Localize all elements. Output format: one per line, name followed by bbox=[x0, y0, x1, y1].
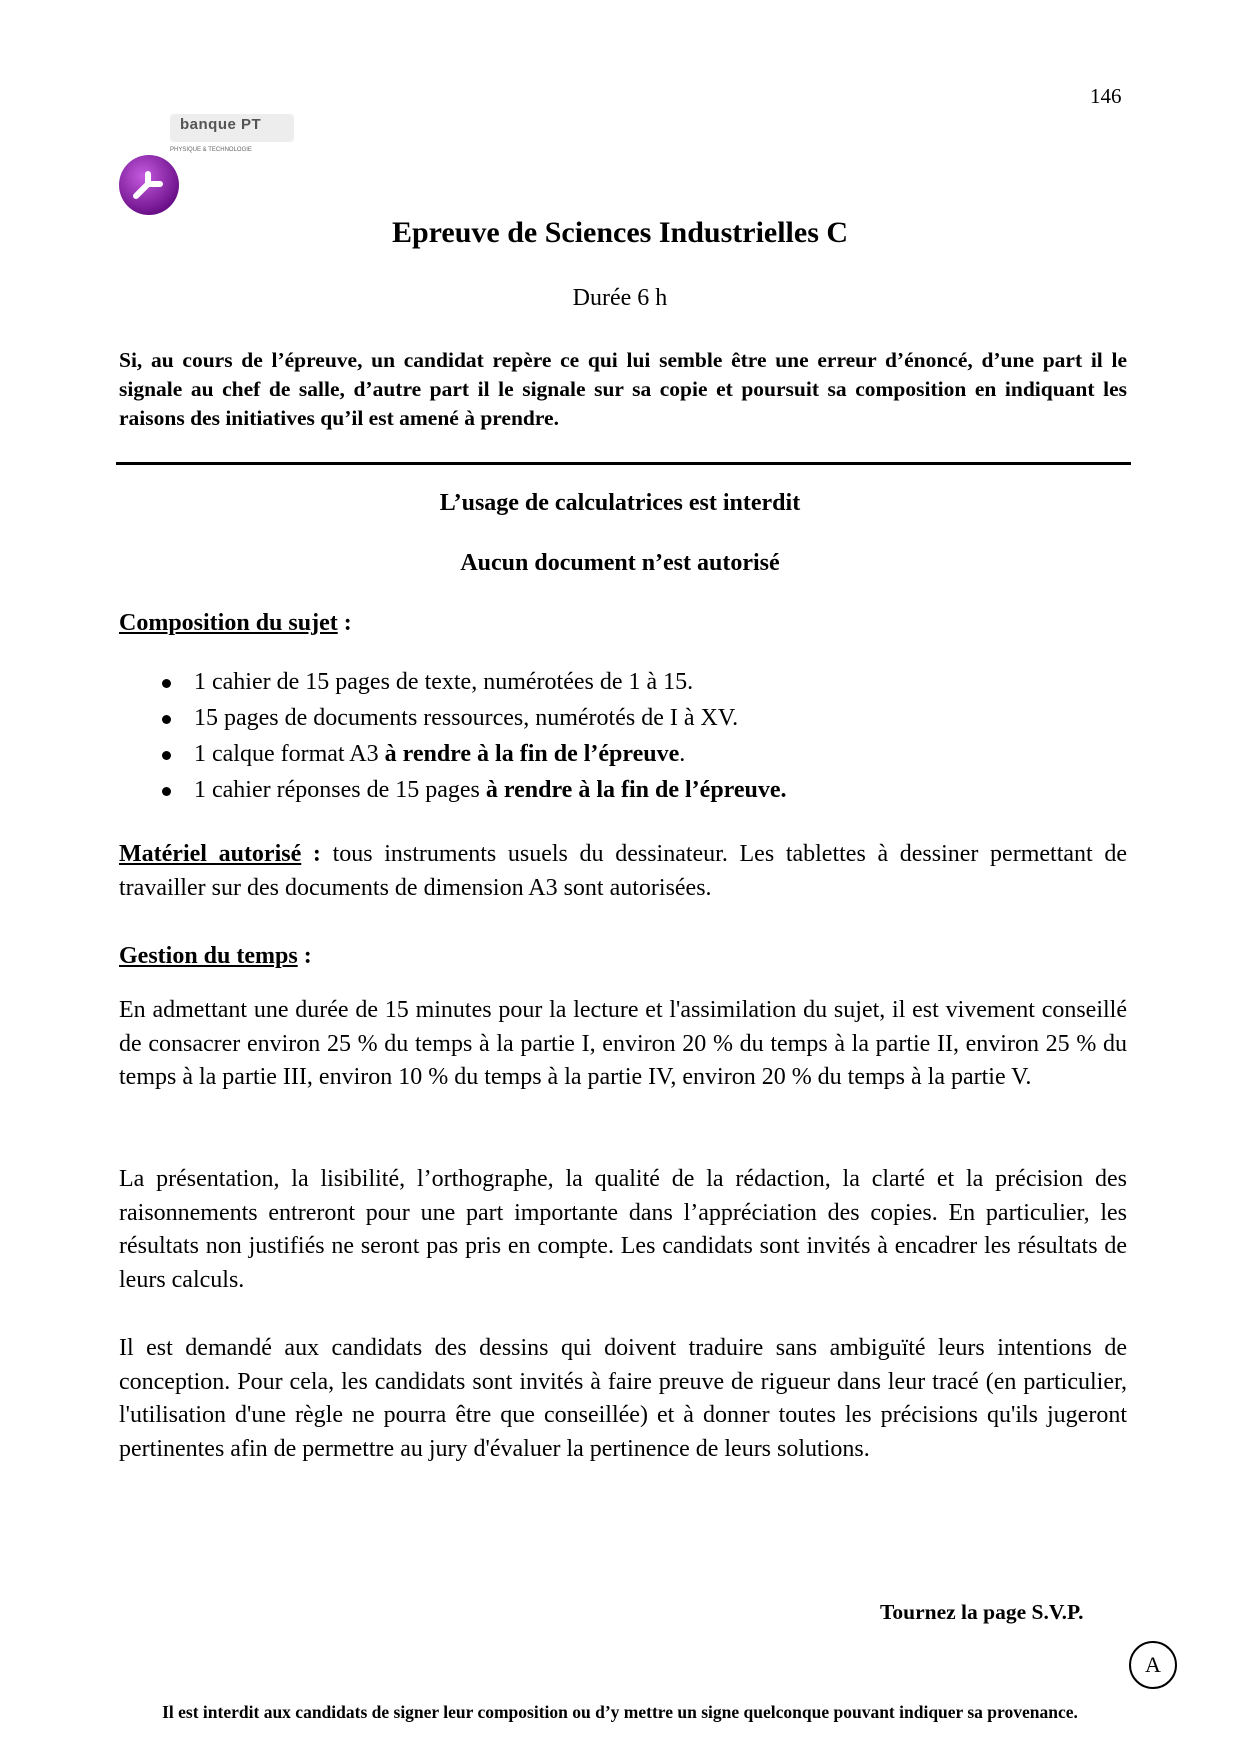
variant-badge: A bbox=[1129, 1641, 1177, 1689]
gestion-paragraph-2: La présentation, la lisibilité, l’orthographe, la qualité de la rédaction, la clarté et la précision des raisonnements entreront pour une part importante dans l’appréciation des copies. En particulier, les résultats non justifiés ne seront pas pris en compte. Les candidats sont invités à encadrer les résultats de leurs calculs. bbox=[119, 1166, 1127, 1293]
document-notice: Aucun document n’est autorisé bbox=[460, 550, 780, 576]
materiel-heading: Matériel autorisé bbox=[119, 841, 302, 867]
page-number: 146 bbox=[1090, 84, 1122, 108]
logo-subtitle: PHYSIQUE & TECHNOLOGIE bbox=[170, 147, 252, 153]
horizontal-rule bbox=[116, 462, 1131, 465]
footer-notice: Il est interdit aux candidats de signer leur composition ou d’y mettre un signe quelconque pouvant indiquer sa provenance. bbox=[162, 1702, 1078, 1722]
calculator-notice: L’usage de calculatrices est interdit bbox=[439, 490, 801, 516]
logo-disc-icon bbox=[118, 154, 180, 216]
list-item: 1 cahier réponses de 15 pages à rendre à la fin de l’épreuve. bbox=[160, 772, 787, 808]
list-item: 1 calque format A3 à rendre à la fin de l’épreuve. bbox=[160, 736, 787, 772]
list-item: 1 cahier de 15 pages de texte, numérotées de 1 à 15. bbox=[160, 664, 787, 700]
gestion-heading: Gestion du temps : bbox=[119, 943, 312, 969]
gestion-paragraph-1: En admettant une durée de 15 minutes pour la lecture et l'assimilation du sujet, il est vivement conseillé de consacrer environ 25 % du temps à la partie I, environ 20 % du temps à la partie II, environ 25 % du temps à la partie III, environ 10 % du temps à la partie IV, environ 20 % du temps à la partie V. bbox=[119, 997, 1127, 1090]
banque-pt-logo bbox=[118, 114, 298, 218]
exam-title: Epreuve de Sciences Industrielles C bbox=[391, 216, 849, 249]
materiel-paragraph: Matériel autorisé : tous instruments usuels du dessinateur. Les tablettes à dessiner permettant de travailler sur des documents de dimension A3 sont autorisées. bbox=[119, 841, 1127, 901]
composition-list bbox=[160, 664, 787, 808]
logo-wordmark bbox=[170, 114, 294, 142]
list-item: 15 pages de documents ressources, numérotés de I à XV. bbox=[160, 700, 787, 736]
composition-heading: Composition du sujet : bbox=[119, 610, 352, 636]
turn-page-note: Tournez la page S.V.P. bbox=[880, 1600, 1084, 1624]
logo-brand: banque PT bbox=[180, 116, 262, 133]
gestion-paragraph-3: Il est demandé aux candidats des dessins qui doivent traduire sans ambiguïté leurs intentions de conception. Pour cela, les candidats sont invités à faire preuve de rigueur dans leur tracé (en particulier, l'utilisation d'une règle ne pourra être que conseillée) et à donner toutes les précisions qu'ils jugeront pertinentes afin de permettre au jury d'évaluer la pertinence de leurs solutions. bbox=[119, 1335, 1127, 1462]
exam-duration: Durée 6 h bbox=[572, 285, 668, 311]
error-warning-paragraph: Si, au cours de l’épreuve, un candidat repère ce qui lui semble être une erreur d’énoncé, d’une part il le signale au chef de salle, d’autre part il le signale sur sa copie et poursuit sa composition en indiquant les raisons des initiatives qu’il est amené à prendre. bbox=[119, 348, 1127, 430]
